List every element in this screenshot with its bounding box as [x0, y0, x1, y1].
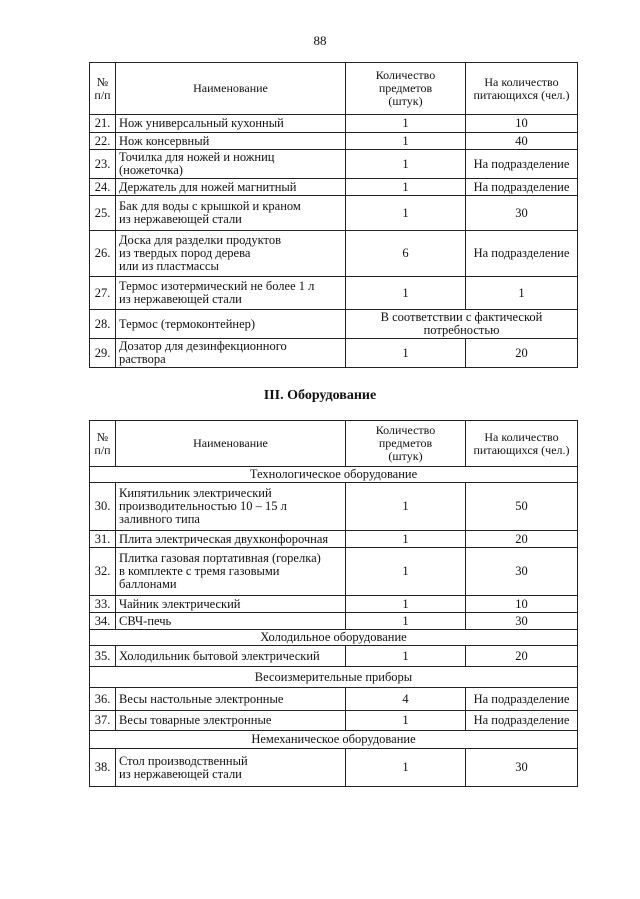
item-quantity: 1 [346, 749, 466, 787]
item-quantity: 1 [346, 196, 466, 231]
item-name: Бак для воды с крышкой и краном из нержавеющей стали [116, 196, 346, 231]
table-header-row [90, 421, 578, 467]
item-name: Кипятильник электрический производительностью 10 – 15 л заливного типа [116, 483, 346, 531]
item-name: Точилка для ножей и ножниц (ножеточка) [116, 150, 346, 179]
row-number: 26. [90, 231, 116, 277]
item-per-persons: 10 [466, 115, 578, 133]
table-row [90, 310, 578, 339]
row-number: 32. [90, 548, 116, 596]
item-name: Доска для разделки продуктов из твердых пород дерева или из пластмассы [116, 231, 346, 277]
item-name: Чайник электрический [116, 596, 346, 613]
section-label: Технологическое оборудование [90, 467, 578, 483]
item-per-persons: 20 [466, 531, 578, 548]
item-name: Холодильник бытовой электрический [116, 646, 346, 667]
item-quantity: 1 [346, 150, 466, 179]
table-row [90, 150, 578, 179]
section-title: III. Оборудование [263, 388, 377, 403]
item-per-persons: На подразделение [466, 688, 578, 711]
header-num: № п/п [90, 63, 116, 115]
item-name: Плита электрическая двухконфорочная [116, 531, 346, 548]
row-number: 34. [90, 613, 116, 630]
item-name: Термос (термоконтейнер) [116, 310, 346, 339]
section-label: Холодильное оборудование [90, 630, 578, 646]
table-row [90, 613, 578, 630]
table-row [90, 277, 578, 310]
row-number: 28. [90, 310, 116, 339]
item-per-persons: 30 [466, 749, 578, 787]
page-number: 88 [313, 33, 327, 48]
header-per: На количество питающихся (чел.) [466, 63, 578, 115]
row-number: 31. [90, 531, 116, 548]
item-per-persons: 30 [466, 613, 578, 630]
item-quantity-note: В соответствии с фактической потребностью [346, 310, 578, 339]
item-per-persons: 1 [466, 277, 578, 310]
row-number: 37. [90, 711, 116, 731]
table-row [90, 531, 578, 548]
table-row [90, 548, 578, 596]
item-name: Стол производственный из нержавеющей стали [116, 749, 346, 787]
item-quantity: 1 [346, 548, 466, 596]
table-row [90, 688, 578, 711]
item-per-persons: 10 [466, 596, 578, 613]
item-quantity: 1 [346, 613, 466, 630]
equipment-table [89, 420, 578, 787]
row-number: 38. [90, 749, 116, 787]
header-num: № п/п [90, 421, 116, 467]
table-row [90, 711, 578, 731]
table-row [90, 179, 578, 196]
section-row [90, 467, 578, 483]
header-name: Наименование [116, 421, 346, 467]
item-per-persons: 50 [466, 483, 578, 531]
table-row [90, 231, 578, 277]
item-quantity: 1 [346, 115, 466, 133]
header-qty: Количество предметов (штук) [346, 421, 466, 467]
row-number: 35. [90, 646, 116, 667]
utensils-table [89, 62, 578, 368]
item-quantity: 1 [346, 133, 466, 150]
item-name: Весы настольные электронные [116, 688, 346, 711]
item-per-persons: На подразделение [466, 711, 578, 731]
row-number: 22. [90, 133, 116, 150]
item-name: Весы товарные электронные [116, 711, 346, 731]
section-row [90, 630, 578, 646]
row-number: 27. [90, 277, 116, 310]
item-name: Нож консервный [116, 133, 346, 150]
item-name: Держатель для ножей магнитный [116, 179, 346, 196]
item-per-persons: На подразделение [466, 150, 578, 179]
item-per-persons: 20 [466, 646, 578, 667]
header-qty: Количество предметов (штук) [346, 63, 466, 115]
section-row [90, 667, 578, 688]
table-row [90, 196, 578, 231]
row-number: 21. [90, 115, 116, 133]
section-row [90, 731, 578, 749]
row-number: 30. [90, 483, 116, 531]
table-row [90, 749, 578, 787]
item-name: Термос изотермический не более 1 л из нержавеющей стали [116, 277, 346, 310]
row-number: 36. [90, 688, 116, 711]
item-per-persons: 40 [466, 133, 578, 150]
item-quantity: 1 [346, 483, 466, 531]
table-row [90, 483, 578, 531]
section-label: Весоизмерительные приборы [90, 667, 578, 688]
table-header-row [90, 63, 578, 115]
item-per-persons: На подразделение [466, 179, 578, 196]
item-quantity: 1 [346, 339, 466, 368]
item-quantity: 1 [346, 179, 466, 196]
row-number: 33. [90, 596, 116, 613]
item-per-persons: 20 [466, 339, 578, 368]
item-per-persons: 30 [466, 548, 578, 596]
item-per-persons: На подразделение [466, 231, 578, 277]
item-quantity: 1 [346, 531, 466, 548]
row-number: 29. [90, 339, 116, 368]
header-name: Наименование [116, 63, 346, 115]
section-label: Немеханическое оборудование [90, 731, 578, 749]
item-quantity: 4 [346, 688, 466, 711]
table-row [90, 596, 578, 613]
item-name: Плитка газовая портативная (горелка) в комплекте с тремя газовыми баллонами [116, 548, 346, 596]
table-row [90, 339, 578, 368]
table-row [90, 646, 578, 667]
item-quantity: 6 [346, 231, 466, 277]
item-quantity: 1 [346, 277, 466, 310]
row-number: 24. [90, 179, 116, 196]
item-name: СВЧ-печь [116, 613, 346, 630]
item-quantity: 1 [346, 711, 466, 731]
item-name: Дозатор для дезинфекционного раствора [116, 339, 346, 368]
table-row [90, 133, 578, 150]
item-quantity: 1 [346, 596, 466, 613]
item-name: Нож универсальный кухонный [116, 115, 346, 133]
table-row [90, 115, 578, 133]
row-number: 25. [90, 196, 116, 231]
row-number: 23. [90, 150, 116, 179]
header-per: На количество питающихся (чел.) [466, 421, 578, 467]
item-per-persons: 30 [466, 196, 578, 231]
item-quantity: 1 [346, 646, 466, 667]
